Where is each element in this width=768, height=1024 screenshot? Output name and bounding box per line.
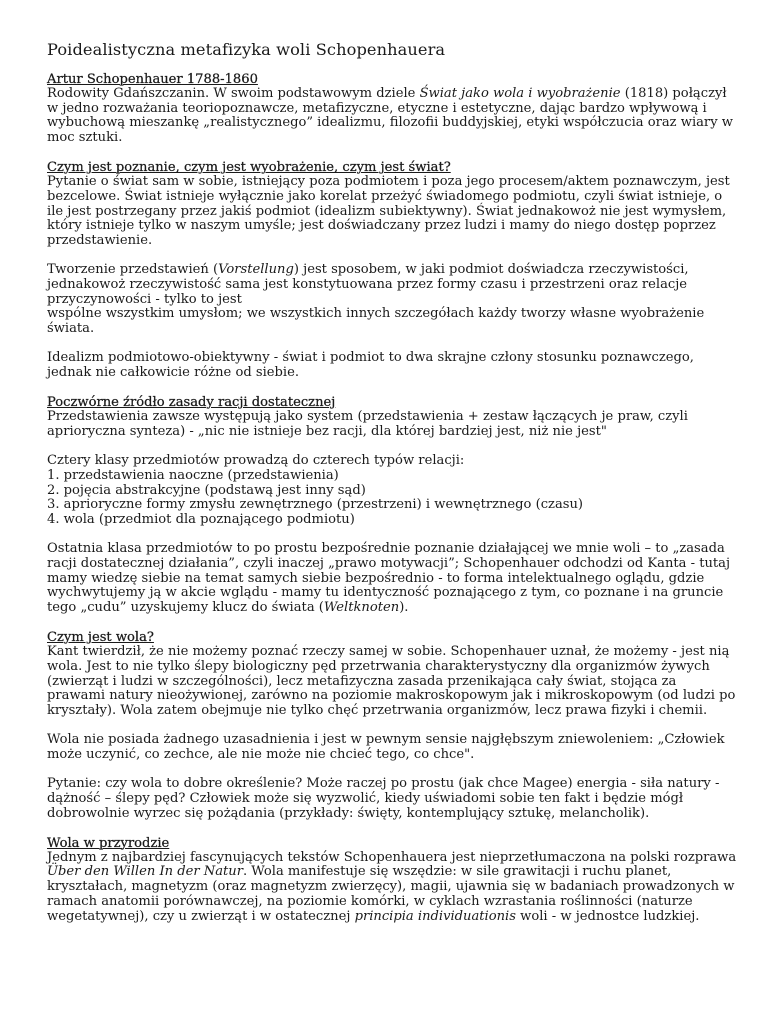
paragraph: Pytanie o świat sam w sobie, istniejący poza podmiotem i poza jego procesem/aktem poznawczym, jest bezcelowe. Świat istnieje wyłącznie jako korelat przeżyć świadomego podmiotu, czyli świat istnieje, o ile jest postrzegany przez jakiś podmiot (idealizm subiektywny). Świat jednakowoż nie jest wymysłem, który istnieje tylko w naszym umyśle; jest doświadczany przez ludzi i mamy do niego dostęp poprzez przedstawienie. <box>47 174 730 249</box>
paragraph <box>47 542 737 616</box>
paragraph-text: Jednym z najbardziej fascynujących tekstów Schopenhauera jest nieprzetłumaczona na polski rozprawa <box>47 849 737 865</box>
section-heading: Poczwórne źródło zasady racji dostatecznej <box>47 395 336 411</box>
paragraph: Idealizm podmiotowo-obiektywny - świat i podmiot to dwa skrajne człony stosunku poznawczego, jednak nie całkowicie różne od siebie. <box>47 350 694 381</box>
paragraph-text: wspólne wszystkim umysłom; we wszystkich innych szczegółach każdy tworzy własne wyobrażenie świata. <box>47 306 705 337</box>
paragraph: Kant twierdził, że nie możemy poznać rzeczy samej w sobie. Schopenhauer uznał, że możemy - jest nią wola. Jest to nie tylko ślepy biologiczny pęd przetrwania charakterystyczny dla organizmów żywych (zwierząt i ludzi w szczególności), lecz metafizyczna zasada przenikająca cały świat, stojąca za prawami natury nieożywionej, zarówno na poziomie makroskopowym jak i mikroskopowym (od ludzi po kryształy). Wola zatem obejmuje nie tylko chęć przetrwania organizmów, lecz prawa fizyki i chemii. <box>47 644 736 718</box>
paragraph: Wola nie posiada żadnego uzasadnienia i jest w pewnym sensie najgłębszym zniewoleniem: „Człowiek może uczynić, co zechce, ale nie może nie chcieć tego, co chce". <box>47 732 725 762</box>
document-title: Poidealistyczna metafizyka woli Schopenhauera <box>47 40 446 59</box>
paragraph: Przedstawienia zawsze występują jako system (przedstawienia + zestaw łączących je praw, czyli aprioryczna synteza) - „nic nie istnieje bez racji, dla której bardziej jest, niż nie jest" <box>47 409 688 439</box>
paragraph-text: Rodowity Gdańszczanin. W swoim podstawowym dziele <box>47 86 420 101</box>
term-weltknoten: Weltknoten <box>323 599 400 615</box>
term-principia: principia individuationis <box>354 908 516 924</box>
paragraph <box>47 87 737 146</box>
section-will <box>47 630 737 821</box>
paragraph-text: ). <box>399 599 409 615</box>
list-item: 3. aprioryczne formy zmysłu zewnętrznego (przestrzeni) i wewnętrznego (czasu) <box>47 497 584 513</box>
section-biography <box>47 72 737 146</box>
list-item: 1. przedstawienia naoczne (przedstawienia) <box>47 467 339 483</box>
paragraph-text: Tworzenie przedstawień ( <box>47 262 219 278</box>
book-title: Świat jako wola i wyobrażenie <box>419 86 621 101</box>
relation-list <box>47 469 737 528</box>
paragraph: Pytanie: czy wola to dobre określenie? Może raczej po prostu (jak chce Magee) energia - siła natury - dążność – ślepy pęd? Człowiek może się wyzwolić, kiedy uświadomi sobie ten fakt i będzie mógł dobrowolnie wyrzec się pożądania (przykłady: święty, kontemplujący sztukę, melancholik). <box>47 776 720 821</box>
section-sufficient-reason <box>47 395 737 615</box>
list-item: 2. pojęcia abstrakcyjne (podstawą jest inny sąd) <box>47 482 366 498</box>
paragraph <box>47 851 737 925</box>
list-intro: Cztery klasy przedmiotów prowadzą do czterech typów relacji: <box>47 453 465 469</box>
book-title: Über den Willen In der Natur <box>47 864 243 880</box>
paragraph-text: ) jest sposobem, w jaki podmiot doświadcza rzeczywistości, jednakowoż rzeczywistość sama jest konstytuowana przez formy czasu i przestrzeni oraz relacje przyczynowości - tylko to jest <box>47 262 689 307</box>
section-will-in-nature <box>47 836 737 925</box>
term-vorstellung: Vorstellung <box>218 262 294 278</box>
paragraph-text: woli - w jednostce ludzkiej. <box>515 908 700 924</box>
document-page <box>47 40 737 939</box>
paragraph-text: . Wola manifestuje się wszędzie: w sile grawitacji i ruchu planet, kryształach, magnetyzm (oraz magnetyzm zwierzęcy), magii, ujawnia się w badaniach prowadzonych w ramach anatomii porównawczej, na poziomie komórki, w cyklach wzrastania roślinności (naturze wegetatywnej), czy u zwierząt i w ostatecznej <box>47 864 735 924</box>
section-heading: Artur Schopenhauer 1788-1860 <box>47 72 258 87</box>
list-item: 4. wola (przedmiot dla poznającego podmiotu) <box>47 511 355 527</box>
paragraph-text: Ostatnia klasa przedmiotów to po prostu bezpośrednie poznanie działającej we mnie woli – to „zasada racji dostatecznej działania”, czyli inaczej „prawo motywacji”; Schopenhauer odchodzi od Kanta - tutaj mamy wiedzę siebie na temat samych siebie bezpośrednio - to forma intelektualnego oglądu, gdzie wychwytujemy ją w akcie wglądu - mamy tu identyczność poznającego z tym, co poznane i na gruncie tego „cudu” uzyskujemy klucz do świata ( <box>47 541 731 615</box>
section-heading: Czym jest wola? <box>47 630 154 646</box>
section-cognition <box>47 160 737 380</box>
paragraph-text: (1818) połączył w jedno rozważania teoriopoznawcze, metafizyczne, etyczne i estetyczne, dając bardzo wpływową i wybuchową mieszankę „realistycznego” idealizmu, filozofii buddyjskiej, etyki współczucia oraz wiary w moc sztuki. <box>47 86 733 146</box>
paragraph <box>47 263 737 337</box>
section-heading: Wola w przyrodzie <box>47 835 170 851</box>
relation-list-block <box>47 454 737 528</box>
section-heading: Czym jest poznanie, czym jest wyobrażenie, czym jest świat? <box>47 160 451 176</box>
